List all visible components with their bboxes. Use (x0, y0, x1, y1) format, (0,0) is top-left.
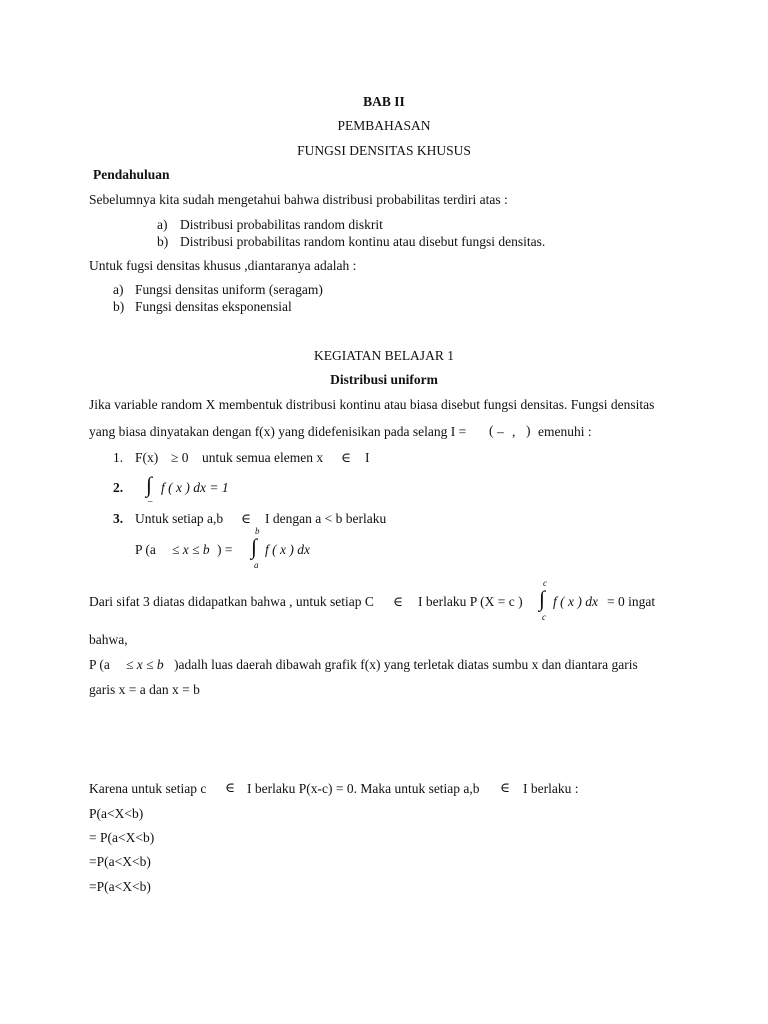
element-of-symbol: ∈ (341, 450, 351, 465)
paragraph-line: )adalh luas daerah dibawah grafik f(x) yang terletak diatas sumbu x dan diantara garis (174, 657, 638, 672)
activity-subtitle: Distribusi uniform (330, 372, 438, 387)
element-of-symbol: ∈ (241, 511, 251, 526)
prob-inequality: ≤ x ≤ b (172, 542, 210, 557)
equation-line: =P(a<X<b) (89, 879, 151, 894)
interval-dash: – (497, 424, 504, 439)
equation-line: = P(a<X<b) (89, 830, 155, 845)
integral-symbol: ∫ (539, 586, 546, 611)
list-marker: a) (157, 217, 168, 232)
chapter-title: FUNGSI DENSITAS KHUSUS (297, 143, 471, 158)
item1-set: I (365, 450, 370, 465)
list-item: Fungsi densitas eksponensial (135, 299, 292, 314)
list-item: Fungsi densitas uniform (seragam) (135, 282, 323, 297)
element-of-symbol: ∈ (500, 780, 510, 795)
paragraph-line: yang biasa dinyatakan dengan f(x) yang didefenisikan pada selang I = (89, 424, 467, 439)
paragraph-line: P (a (89, 657, 110, 672)
paragraph-line: garis x = a dan x = b (89, 682, 200, 697)
intro-lead-2: Untuk fugsi densitas khusus ,diantaranya adalah : (89, 258, 357, 273)
item1-f: F(x) (135, 450, 159, 465)
item3-text: Untuk setiap a,b (135, 511, 224, 526)
paragraph-line: I berlaku P(x-c) = 0. Maka untuk setiap a,b (247, 781, 480, 796)
integral-symbol: ∫ (251, 534, 258, 559)
section-heading: PEMBAHASAN (337, 118, 431, 133)
list-marker: b) (113, 299, 125, 314)
paragraph-line: Jika variable random X membentuk distribusi kontinu atau biasa disebut fungsi densitas. Fungsi densitas (89, 397, 655, 412)
item1-cond: ≥ 0 (171, 450, 189, 465)
list-item: Distribusi probabilitas random kontinu atau disebut fungsi densitas. (180, 234, 546, 249)
intro-heading: Pendahuluan (93, 167, 170, 182)
interval-comma: , (512, 424, 516, 439)
prob-close: ) = (217, 542, 233, 557)
list-marker: a) (113, 282, 124, 297)
item3-text: I dengan a < b berlaku (265, 511, 387, 526)
equation-line: P(a<X<b) (89, 806, 144, 821)
item-marker: 3. (113, 511, 124, 526)
interval-open: ( (489, 423, 494, 438)
p3-inequality: ≤ x ≤ b (126, 657, 164, 672)
paragraph-line: I berlaku : (523, 781, 579, 796)
item-marker: 1. (113, 450, 124, 465)
p2-expression: f ( x ) dx (553, 594, 598, 609)
list-item: Distribusi probabilitas random diskrit (180, 217, 383, 232)
integral-limit-mark: – (148, 496, 153, 506)
integral-symbol: ∫ (146, 472, 153, 497)
item-marker: 2. (113, 480, 124, 495)
paragraph-line: I berlaku P (X = c ) (418, 594, 523, 609)
item2-expression: f ( x ) dx = 1 (161, 480, 229, 495)
item1-text: untuk semua elemen x (202, 450, 324, 465)
element-of-symbol: ∈ (225, 780, 235, 795)
integral-lower-limit: a (254, 560, 259, 570)
paragraph-line: Dari sifat 3 diatas didapatkan bahwa , untuk setiap C (89, 594, 374, 609)
paragraph-line: bahwa, (89, 632, 128, 647)
element-of-symbol: ∈ (393, 594, 403, 609)
chapter-heading: BAB II (363, 94, 405, 109)
integral-lower-limit: c (542, 612, 546, 622)
paragraph-line: = 0 ingat (607, 594, 656, 609)
prob-label: P (a (135, 542, 156, 557)
list-marker: b) (157, 234, 169, 249)
paragraph-line: Karena untuk setiap c (89, 781, 207, 796)
intro-lead: Sebelumnya kita sudah mengetahui bahwa distribusi probabilitas terdiri atas : (89, 192, 508, 207)
paragraph-line: emenuhi : (538, 424, 592, 439)
equation-line: =P(a<X<b) (89, 854, 151, 869)
integral-upper-limit: b (255, 526, 260, 536)
prob-expression: f ( x ) dx (265, 542, 310, 557)
integral-upper-limit: c (543, 578, 547, 588)
activity-title: KEGIATAN BELAJAR 1 (314, 348, 454, 363)
interval-close: ) (526, 423, 531, 438)
